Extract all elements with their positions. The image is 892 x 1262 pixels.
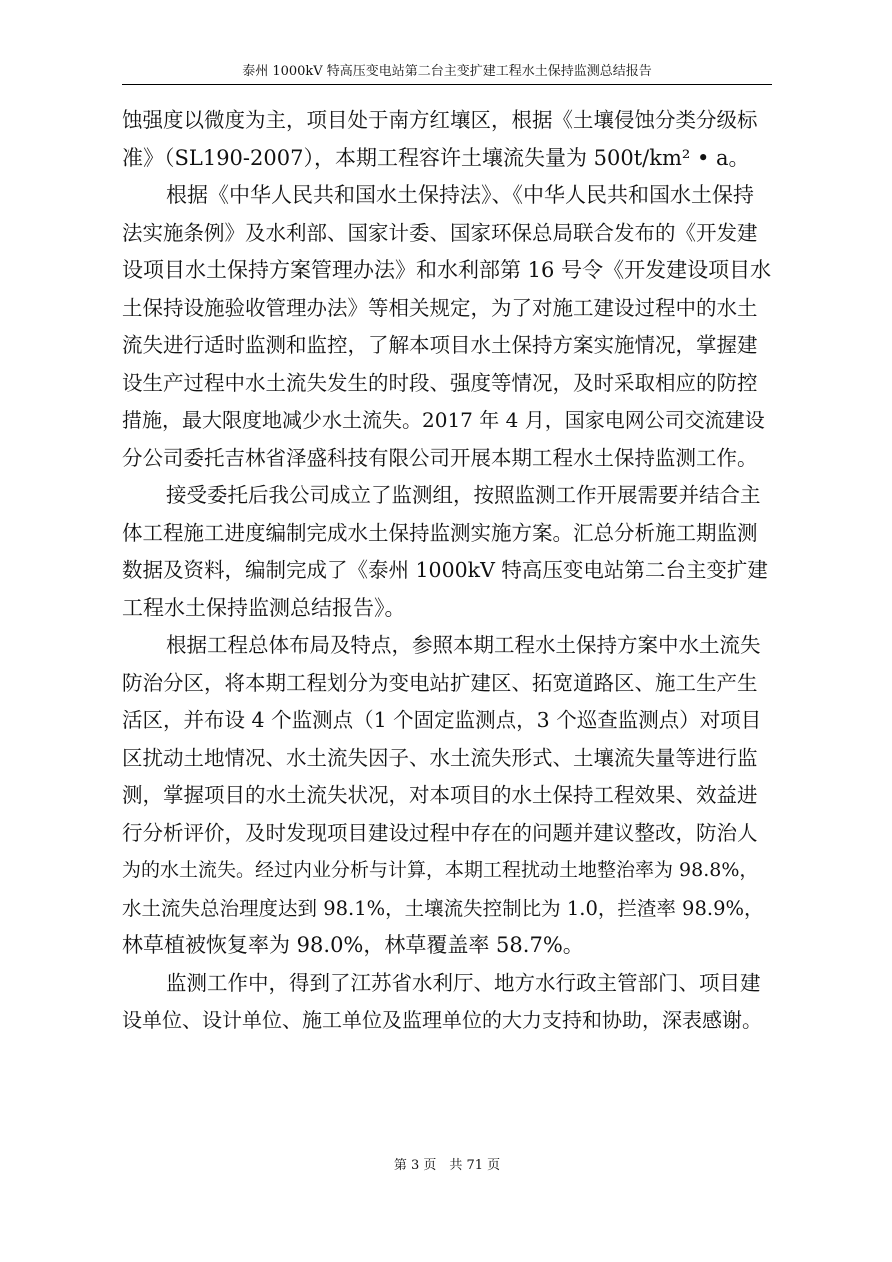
text-line: 为的水土流失。经过内业分析与计算，本期工程扰动土地整治率为 98.8%，	[122, 859, 759, 881]
text-line: 根据《中华人民共和国水土保持法》、《中华人民共和国水土保持	[166, 183, 754, 207]
text-line: 措施，最大限度地减少水土流失。2017 年 4 月，国家电网公司交流建设	[122, 408, 765, 432]
text-line: 防治分区，将本期工程划分为变电站扩建区、拓宽道路区、施工生产生	[122, 670, 758, 695]
text-line: 区扰动土地情况、水土流失因子、水土流失形式、土壤流失量等进行监	[122, 745, 758, 770]
text-line: 林草植被恢复率为 98.0%，林草覆盖率 58.7%。	[122, 933, 584, 957]
text-line: 蚀强度以微度为主，项目处于南方红壤区，根据《土壤侵蚀分类分级标	[122, 108, 758, 132]
text-line: 分公司委托吉林省泽盛科技有限公司开展本期工程水土保持监测工作。	[122, 445, 758, 470]
text-line: 工程水土保持监测总结报告》。	[122, 595, 406, 620]
text-line: 水土流失总治理度达到 98.1%，土壤流失控制比为 1.0，拦渣率 98.9%，	[122, 896, 764, 920]
text-line: 设生产过程中水土流失发生的时段、强度等情况，及时采取相应的防控	[122, 370, 758, 395]
page-number: 第 3 页 共 71 页	[393, 1158, 501, 1173]
text-line: 体工程施工进度编制完成水土保持监测实施方案。汇总分析施工期监测	[122, 520, 758, 545]
page-header: 泰州 1000kV 特高压变电站第二台主变扩建工程水土保持监测总结报告	[242, 64, 652, 79]
text-line: 监测工作中，得到了江苏省水利厅、地方水行政主管部门、项目建	[166, 970, 761, 995]
paragraph	[122, 965, 772, 1040]
text-line: 测，掌握项目的水土流失状况，对本项目的水土保持工程效果、效益进	[122, 783, 758, 807]
text-line: 活区，并布设 4 个监测点（1 个固定监测点，3 个巡查监测点）对项目	[122, 708, 762, 732]
header-divider	[122, 84, 772, 85]
text-line: 接受委托后我公司成立了监测组，按照监测工作开展需要并结合主	[166, 483, 761, 507]
text-line: 根据工程总体布局及特点，参照本期工程水土保持方案中水土流失	[166, 633, 761, 657]
text-line: 行分析评价，及时发现项目建设过程中存在的问题并建议整改，防治人	[122, 820, 758, 845]
text-line: 数据及资料，编制完成了《泰州 1000kV 特高压变电站第二台主变扩建	[122, 558, 768, 582]
text-line: 土保持设施验收管理办法》等相关规定，为了对施工建设过程中的水土	[122, 295, 758, 320]
paragraph	[122, 477, 772, 627]
document-body	[122, 102, 772, 1040]
paragraph	[122, 627, 772, 965]
paragraph	[122, 177, 772, 477]
text-line: 设单位、设计单位、施工单位及监理单位的大力支持和协助，深表感谢。	[122, 1008, 762, 1032]
text-line: 准》（SL190-2007），本期工程容许土壤流失量为 500t/km² • a。	[122, 145, 750, 170]
text-line: 流失进行适时监测和监控，了解本项目水土保持方案实施情况，掌握建	[122, 333, 758, 357]
text-line: 法实施条例》及水利部、国家计委、国家环保总局联合发布的《开发建	[122, 220, 758, 245]
paragraph	[122, 102, 772, 177]
text-line: 设项目水土保持方案管理办法》和水利部第 16 号令《开发建设项目水	[122, 258, 772, 282]
